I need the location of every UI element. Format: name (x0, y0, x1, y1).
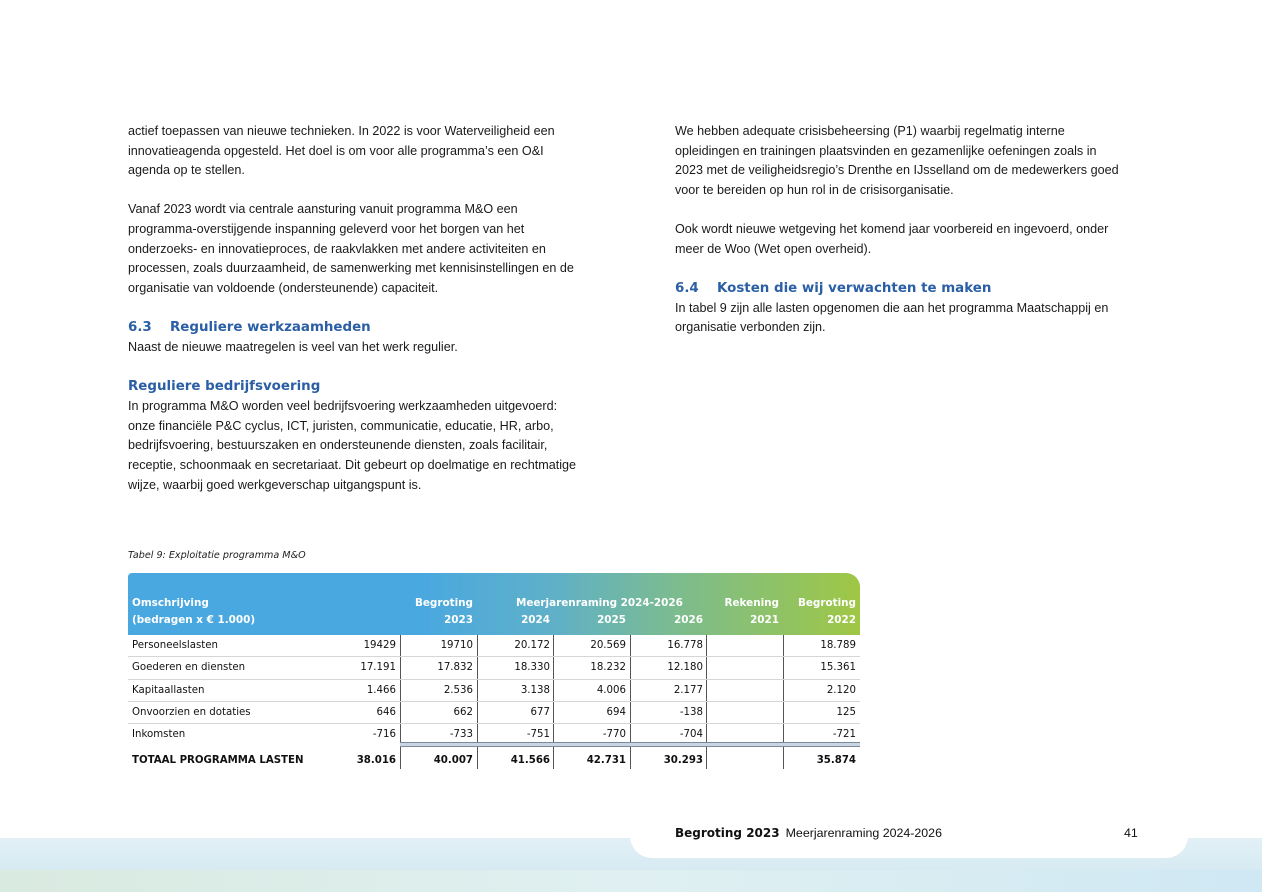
header-meerjarenraming: Meerjarenraming 2024-2026 (516, 597, 683, 609)
header-year-2021: 2021 (750, 614, 779, 626)
cell-begroting-2022: 15.361 (820, 662, 856, 674)
header-year-2024: 2024 (521, 614, 550, 626)
total-2025: 41.566 (510, 755, 550, 767)
cell-rekening-2021: -138 (679, 706, 703, 718)
total-2026: 42.731 (586, 755, 626, 767)
table-caption: Tabel 9: Exploitatie programma M&O (128, 550, 306, 561)
page-number: 41 (1124, 826, 1138, 840)
cell-begroting-2023: 17.191 (360, 662, 396, 674)
cell-begroting-2022: 18.789 (820, 640, 856, 651)
header-rekening-label: Rekening (724, 597, 779, 609)
section-number: 6.3 (128, 319, 152, 335)
cell-begroting-2023: 1.466 (366, 684, 396, 696)
cell-rekening-2021: 16.778 (667, 640, 703, 651)
cell-begroting-2023: 19429 (363, 640, 396, 651)
cell-2026: 18.232 (590, 662, 626, 674)
table-header (128, 573, 860, 635)
cell-2024: 2.536 (443, 684, 473, 696)
row-label: Personeelslasten (132, 640, 219, 651)
header-year-2025: 2025 (597, 614, 626, 626)
left-column (128, 122, 578, 495)
section-title: Reguliere werkzaamheden (170, 319, 371, 335)
cell-2026: 4.006 (596, 684, 626, 696)
cell-2025: 18.330 (514, 662, 550, 674)
table-row (128, 680, 860, 702)
table-row (128, 635, 860, 657)
row-label: Inkomsten (132, 729, 186, 741)
footer-title-rest: Meerjarenraming 2024-2026 (785, 826, 942, 840)
cell-rekening-2021: 12.180 (667, 662, 703, 674)
table-total-row (128, 748, 860, 772)
section-heading-6-4 (675, 279, 1125, 299)
table-body (128, 635, 860, 772)
paragraph-crisis: We hebben adequate crisisbeheersing (P1) waarbij regelmatig interne opleidingen en trainingen plaatsvinden en gezamenlijke oefeningen zoals in 2023 met de veiligheidsregio’s Drenthe en IJsselland om de medewerkers goed voor te bereiden op hun rol in de crisisorganisatie. (675, 124, 1119, 197)
cell-begroting-2022: 125 (836, 706, 856, 718)
total-rekening-2021: 30.293 (663, 755, 703, 767)
table-row (128, 702, 860, 724)
section-title: Kosten die wij verwachten te maken (717, 280, 992, 296)
exploitation-table (128, 573, 860, 772)
header-bedragen: (bedragen x € 1.000) (132, 614, 256, 626)
cell-2026: 694 (606, 706, 626, 718)
total-begroting-2022: 35.874 (816, 755, 856, 767)
cell-rekening-2021: -704 (679, 729, 703, 741)
paragraph-costs: In tabel 9 zijn alle lasten opgenomen die aan het programma Maatschappij en organisatie verbonden zijn. (675, 300, 1109, 335)
header-omschrijving: Omschrijving (132, 597, 209, 609)
cell-2025: -751 (526, 729, 550, 741)
cell-begroting-2022: 2.120 (826, 684, 856, 696)
cell-begroting-2023: 646 (376, 706, 396, 718)
subheading-bedrijfsvoering: Reguliere bedrijfsvoering (128, 379, 321, 395)
header-year-2023: 2023 (444, 614, 473, 626)
header-begroting-2023-label: Begroting (414, 597, 473, 609)
total-2024: 40.007 (433, 755, 473, 767)
cell-2024: 19710 (440, 640, 473, 651)
cell-2025: 3.138 (520, 684, 550, 696)
section-number: 6.4 (675, 280, 699, 296)
total-label: TOTAAL PROGRAMMA LASTEN (132, 755, 304, 767)
paragraph-regular-work: Naast de nieuwe maatregelen is veel van het werk regulier. (128, 339, 458, 354)
row-label: Goederen en diensten (132, 662, 246, 674)
paragraph-bedrijfsvoering: In programma M&O worden veel bedrijfsvoering werkzaamheden uitgevoerd: onze financiële P&C cyclus, ICT, juristen, communicatie, educatie, HR, arbo, bedrijfsvoering, bestuurszaken en ondersteunende diensten, zoals facilitair, receptie, schoonmaak en secretariaat. Dit gebeurt op doelmatige en rechtmatige wijze, waarbij goed werkgeverschap uitgangspunt is. (128, 399, 577, 492)
cell-rekening-2021: 2.177 (673, 684, 703, 696)
cell-begroting-2022: -721 (832, 729, 856, 741)
paragraph-central-steering: Vanaf 2023 wordt via centrale aansturing vanuit programma M&O een programma-overstijgende inspanning geleverd voor het borgen van het onderzoeks- en innovatieproces, de raakvlakken met andere activiteiten en processen, zoals duurzaamheid, de samenwerking met kennisinstellingen en de organisatie van voldoende (ondersteunende) capaciteit. (128, 202, 574, 295)
right-column (675, 122, 1125, 338)
footer-title (675, 826, 942, 840)
cell-2026: -770 (602, 729, 626, 741)
cell-2024: 17.832 (437, 662, 473, 674)
cell-2024: 662 (453, 706, 473, 718)
header-year-2022: 2022 (827, 614, 856, 626)
section-heading-6-3 (128, 318, 578, 338)
cell-2024: -733 (449, 729, 473, 741)
cell-2026: 20.569 (590, 640, 626, 651)
cell-2025: 677 (530, 706, 550, 718)
row-label: Onvoorzien en dotaties (132, 706, 251, 718)
footer-title-bold: Begroting 2023 (675, 826, 780, 840)
cell-2025: 20.172 (514, 640, 550, 651)
row-label: Kapitaallasten (132, 684, 205, 696)
total-begroting-2023: 38.016 (356, 755, 396, 767)
paragraph-innovation: actief toepassen van nieuwe technieken. In 2022 is voor Waterveiligheid een innovatieagenda opgesteld. Het doel is om voor alle programma’s een O&I agenda op te stellen. (128, 124, 555, 178)
header-year-2026: 2026 (674, 614, 703, 626)
paragraph-legislation: Ook wordt nieuwe wetgeving het komend jaar voorbereid en ingevoerd, onder meer de Woo (Wet open overheid). (675, 221, 1109, 256)
header-begroting-2022-label: Begroting (797, 597, 856, 609)
table-row (128, 657, 860, 679)
cell-begroting-2023: -716 (372, 729, 396, 741)
total-separator (400, 742, 860, 747)
